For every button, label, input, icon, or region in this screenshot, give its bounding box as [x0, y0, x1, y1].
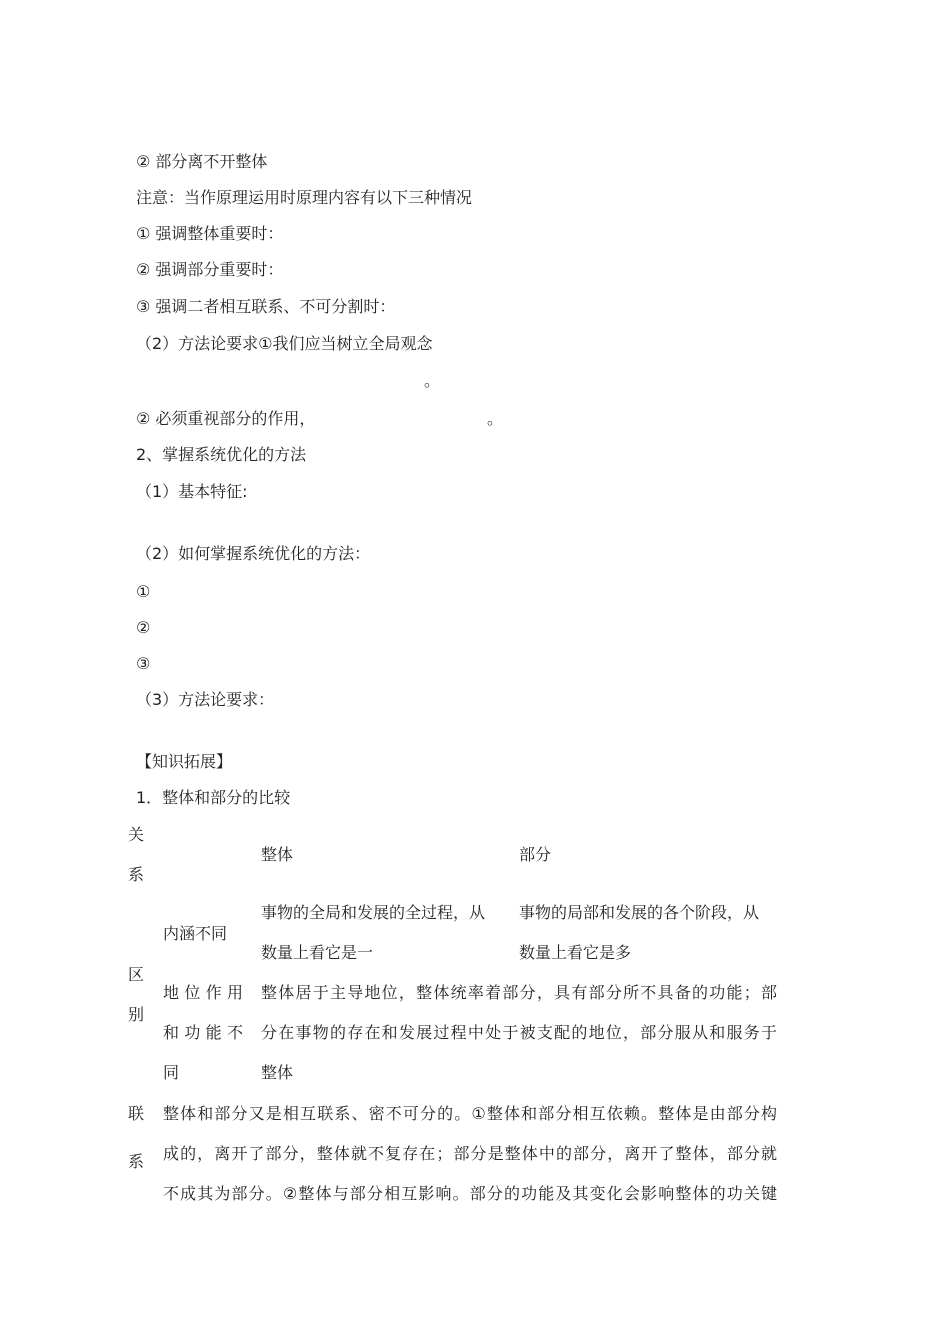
text-line: ②: [136, 618, 151, 637]
text-line: （2）方法论要求①我们应当树立全局观念: [136, 334, 433, 353]
table-header-part: 部分: [519, 845, 552, 864]
text-line: （2）如何掌握系统优化的方法：: [136, 544, 371, 563]
section-heading: 2、掌握系统优化的方法: [136, 445, 307, 464]
text-line: ①: [136, 582, 151, 601]
table-header-whole: 整体: [261, 845, 294, 864]
table-label-connection: 联 系: [128, 1104, 145, 1171]
text-line: （3）方法论要求：: [136, 690, 275, 709]
text-line: ③ 强调二者相互联系、不可分割时：: [136, 297, 396, 316]
text-line: ② 强调部分重要时：: [136, 260, 284, 279]
section-heading: 【知识拓展】: [136, 752, 233, 771]
text-line: 注意：当作原理运用时原理内容有以下三种情况: [136, 188, 473, 207]
table-label-difference: 区 别: [128, 965, 145, 1024]
table-cell-part: 事物的局部和发展的各个阶段，从 数量上看它是多: [519, 903, 760, 962]
section-heading: 1．整体和部分的比较: [136, 788, 291, 807]
text-line: ② 必须重视部分的作用，: [136, 409, 316, 428]
text-line: ① 强调整体重要时：: [136, 224, 284, 243]
table-cell-connection: 整体和部分又是相互联系、密不可分的。①整体和部分相互依赖。整体是由部分构 成的，离开了部分，整体就不复存在；部分是整体中的部分，离开了整体，部分就 不成其为部分。②整体与部分相互影响。部分的功能及其变化会影响整体的功关键: [163, 1104, 777, 1203]
table-row-label: 地 位 作 用 和 功 能 不 同: [163, 983, 243, 1082]
text-line: ② 部分离不开整体: [136, 152, 268, 171]
table-row-label: 内涵不同: [163, 924, 228, 943]
table-cell-whole: 事物的全局和发展的全过程，从 数量上看它是一: [261, 903, 486, 962]
text-line: 。: [487, 409, 504, 428]
text-line: 。: [424, 371, 441, 390]
table-cell-merged: 整体居于主导地位，整体统率着部分，具有部分所不具备的功能；部 分在事物的存在和发展过程中处于被支配的地位，部分服从和服务于 整体: [261, 983, 777, 1082]
text-line: （1）基本特征:: [136, 482, 248, 501]
text-line: ③: [136, 654, 151, 673]
table-header-relation: 关 系: [128, 825, 145, 884]
